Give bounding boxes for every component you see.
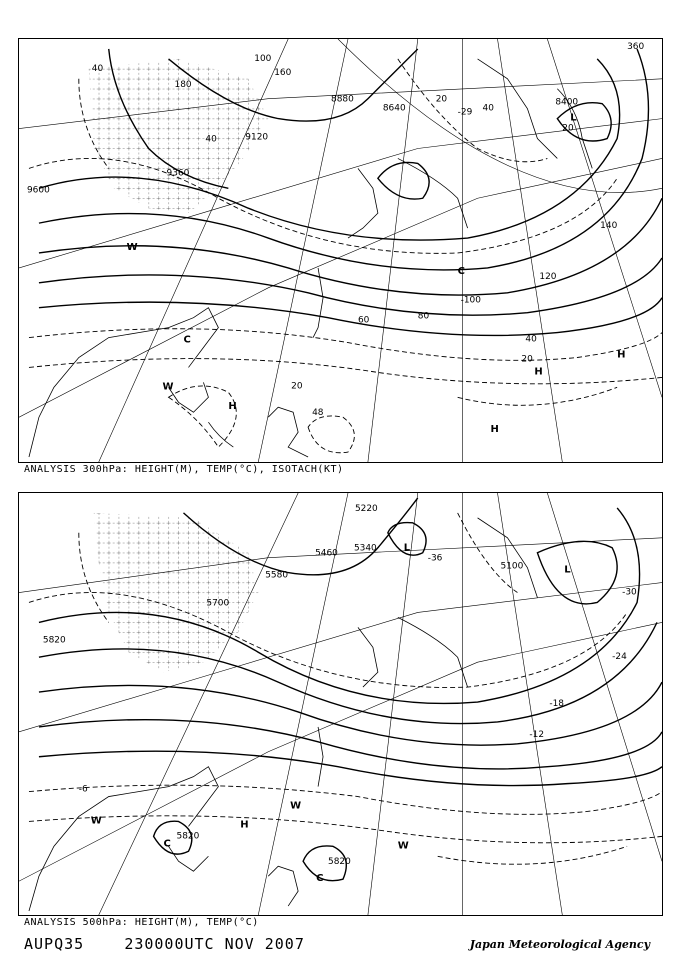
high-pressure-symbol: H <box>490 424 499 436</box>
high-pressure-symbol: H <box>228 401 237 413</box>
chart-header <box>24 935 305 953</box>
height-label: 5580 <box>265 570 289 581</box>
height-label: 9600 <box>26 185 50 196</box>
height-label: 5100 <box>500 561 524 572</box>
isotach-label: 20 <box>562 123 574 134</box>
high-pressure-symbol: H <box>534 366 543 378</box>
warm-symbol: W <box>162 381 174 393</box>
isotach-label: 160 <box>274 67 292 78</box>
height-label: 5460 <box>315 548 338 559</box>
panel-caption-300hpa: ANALYSIS 300hPa: HEIGHT(M), TEMP(°C), ISOTACH(KT) <box>24 464 344 475</box>
valid-time: 230000UTC NOV 2007 <box>124 935 305 953</box>
map-panel-500hpa <box>18 492 663 916</box>
isotach-label: 40 <box>525 334 537 345</box>
panel-caption-500hpa: ANALYSIS 500hPa: HEIGHT(M), TEMP(°C) <box>24 917 259 928</box>
height-label: 5820 <box>42 635 66 646</box>
height-label: 8400 <box>555 97 579 108</box>
isotach-label: 20 <box>435 94 448 105</box>
temp-label: -6 <box>78 784 88 795</box>
agency-name: Japan Meteorological Agency <box>469 938 650 951</box>
isotach-label: 48 <box>312 408 324 419</box>
height-label: 5220 <box>354 503 378 514</box>
height-label: 9120 <box>245 132 269 143</box>
height-label: 5820 <box>176 831 200 842</box>
isotach-label: 60 <box>357 315 370 326</box>
isotach-label: 180 <box>174 79 192 90</box>
isotach-label: 80 <box>417 311 430 322</box>
map-panel-300hpa <box>18 38 663 463</box>
height-label: 5340 <box>353 543 377 554</box>
height-label: 9360 <box>166 168 190 179</box>
low-cold-symbol: C <box>316 873 324 885</box>
temp-label: -29 <box>457 107 473 118</box>
isotach-label: 20 <box>291 381 303 392</box>
warm-symbol: W <box>397 840 409 852</box>
high-pressure-symbol: H <box>240 819 249 831</box>
low-cold-symbol: C <box>163 838 171 850</box>
cold-symbol: C <box>457 265 465 277</box>
cold-symbol: C <box>183 334 191 346</box>
isotach-label: 40 <box>205 134 217 145</box>
warm-symbol: W <box>290 800 302 812</box>
isotach-label: 20 <box>521 354 533 365</box>
warm-symbol: W <box>90 815 102 827</box>
map-300hpa <box>19 39 662 462</box>
temp-label: -30 <box>622 587 637 598</box>
warm-symbol: W <box>126 242 138 253</box>
low-pressure-symbol: L <box>403 542 411 554</box>
height-label: 8880 <box>331 94 354 105</box>
isotach-label: 40 <box>482 103 494 114</box>
isotach-label: -100 <box>460 295 481 306</box>
height-label: 5700 <box>206 598 230 609</box>
low-pressure-symbol: L <box>570 112 577 124</box>
height-label: 8640 <box>382 103 406 114</box>
isotach-label: 360 <box>627 41 645 52</box>
temp-label: -12 <box>529 729 545 740</box>
isotach-label: 120 <box>539 271 557 282</box>
chart-id: AUPQ35 <box>24 935 85 953</box>
isotach-label: 100 <box>254 53 272 64</box>
high-pressure-symbol: H <box>617 349 626 361</box>
map-500hpa <box>19 493 662 915</box>
low-pressure-symbol: L <box>564 564 571 576</box>
isotach-label: 140 <box>600 221 618 232</box>
temp-label: -18 <box>549 698 564 709</box>
temp-label: -24 <box>612 652 627 663</box>
height-label: 5820 <box>328 857 351 868</box>
isotach-label: 40 <box>91 63 104 74</box>
temp-label: -36 <box>427 553 443 564</box>
